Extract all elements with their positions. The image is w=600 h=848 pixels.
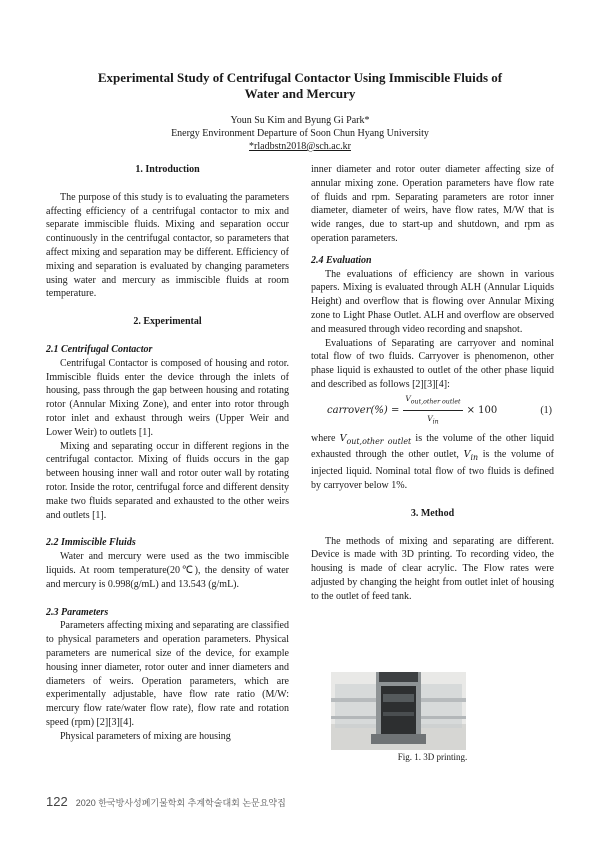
equation-body [311,392,497,430]
page-number: 122 [46,794,68,809]
equation-number: (1) [540,404,552,416]
paragraph-2-4-b: Evaluations of Separating are carryover and nominal total flow of two fluids. Carryover is phenomenon, other phase liquid is exhausted to outlet of the other phase liquid and described as follows [2][3][4]: [311,337,554,390]
equation-numerator: $V_{out,other outlet}$ [403,392,462,411]
equation-carryover [311,393,554,426]
equation-fraction [403,392,462,430]
right-column [311,163,554,604]
paragraph-2-3-a: Parameters affecting mixing and separating are classified to physical parameters and operation parameters. Physical parameters are numerical size of the device, for example housing inner diameter, rotor outer and inner diameters and diameters of weirs. Operation parameters, which are experimentally adjustable, have flow rate ratio (M/W: mercury flow rate/water flow rate), flow rate and rotation speed (rpm) [2][3][4]. [46,620,289,728]
subsection-heading-2-4: 2.4 Evaluation [311,254,372,266]
paragraph-2-4-a: The evaluations of efficiency are shown in various papers. Mixing is evaluated through ALH (Annular Liquids Height) and overflow that is flowing over Annular Mixing zone to Light Phase Outlet. ALH and overflow are observed and measured through video recording and snapshot. [311,268,554,335]
subsection-heading-2-3: 2.3 Parameters [46,606,109,618]
paragraph-2-1-a: Centrifugal Contactor is composed of housing and rotor. Immiscible fluids enter the device through the inlets of housing, pass through the gap between housing and rotating rotor (Annular Mixing Zone), and enter into rotor through rotor inlet and exhaust through weirs (Upper Weir and Lower Weir) to outlets [1]. [46,357,289,438]
author-names: Youn Su Kim and Byung Gi Park* [230,115,370,126]
left-column [46,163,289,743]
math-v-in: $V_{in}$ [463,449,479,463]
section-heading-experimental: 2. Experimental [133,316,202,328]
subsection-heading-2-2: 2.2 Immiscible Fluids [46,537,136,549]
subsection-heading-2-1: 2.1 Centrifugal Contactor [46,343,153,355]
title-line-1: Experimental Study of Centrifugal Contactor Using Immiscible Fluids of [97,70,503,85]
email-link[interactable]: *rladbstn2018@sch.ac.kr [249,141,351,152]
title-line-2: Water and Mercury [244,86,356,101]
footer-text: 2020 한국방사성폐기물학회 추계학술대회 논문요약집 [75,798,286,808]
figure-caption: Fig. 1. 3D printing. [397,752,468,762]
page-footer [46,794,286,809]
equation-multiplier: × 100 [466,404,498,416]
paragraph-2-3-b-continued: inner diameter and rotor outer diameter affecting size of annular mixing zone. Operation parameters have flow rate of fluids and rpm. Separating parameters are rotor inner diameter, diameter of weirs, have flow rates, M/W that is wide ranges, due to start-up and shutdown, and rpm as operation parameters. [311,164,554,244]
equation-denominator: $V_{in}$ [427,414,439,426]
section-heading-method: 3. Method [410,507,455,519]
math-v-out: $V_{out,other outlet}$ [339,432,412,446]
paragraph-2-3-b: Physical parameters of mixing are housing [60,730,231,742]
method-paragraph: The methods of mixing and separating are different. Device is made with 3D printing. To recording video, the housing is made of clear acrylic. The Flow rates were adjusted by changing the height from outlet inlet of housing to the outlet of feed tank. [311,535,554,602]
intro-paragraph: The purpose of this study is to evaluating the parameters affecting efficiency of a centrifugal contactor to mix and separate immiscible fluids. Mixing and separation occur continuously in the centrifugal contactor, so parameters that affect mixing and separation may be different. Efficiency of mixing and separation is evaluated by changing parameters using water and mercury as immiscible fluids at room temperature. [46,191,289,300]
paragraph-where: where $V_{out,other outlet}$ is the volume of the other liquid exhausted through the other outlet, $V_{in}$ is the volume of injected liquid. Nominal total flow of two fluids is defined by carryover below 1%. [311,432,555,491]
author-block [60,114,540,153]
equation-lhs: carrover(%) = [327,404,400,416]
affiliation: Energy Environment Departure of Soon Chun Hyang University [171,128,429,139]
paragraph-2-1-b: Mixing and separating occur in different regions in the centrifugal contactor. Mixing of fluids occurs in the gap between housing inner wall and rotor outer wall by rotating rotor. Inside the rotor, centrifugal force and different density make two fluids separated and exhausted to the other weirs and outlets [1]. [46,440,289,521]
section-heading-introduction: 1. Introduction [135,164,200,175]
paragraph-2-2: Water and mercury were used as the two immiscible liquids. At room temperature(20℃), the density of water and mercury is 0.998(g/mL) and 13.543 (g/mL). [46,551,289,590]
figure-3d-printed-contactor-photo [331,672,466,750]
paper-title [60,70,540,102]
